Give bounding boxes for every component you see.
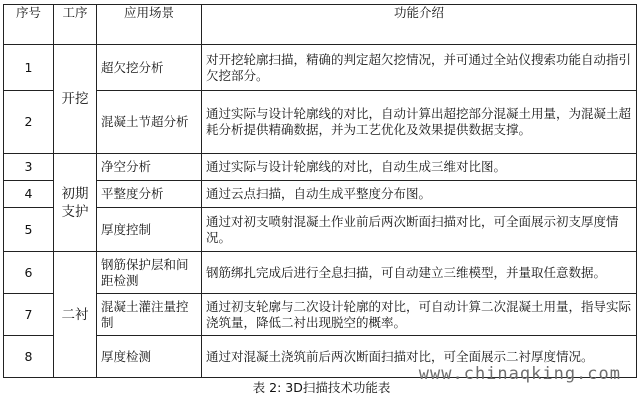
table-row [4,252,637,294]
row-function: 通过初支轮廓与二次设计轮廓的对比，可自动计算二次混凝土用量，指导实际浇筑量，降低二衬出现脱空的概率。 [202,294,637,336]
row-scene: 混凝土灌注量控制 [97,294,202,336]
row-scene: 钢筋保护层和间距检测 [97,252,202,294]
table-row [4,91,637,154]
stage-excavation: 开挖 [54,45,97,154]
header-scene: 应用场景 [97,5,202,45]
row-number: 8 [4,336,54,378]
row-number: 6 [4,252,54,294]
row-scene: 平整度分析 [97,181,202,208]
stage-primary-support: 初期支护 [54,154,97,252]
row-number: 1 [4,45,54,91]
row-function: 通过云点扫描，自动生成平整度分布图。 [202,181,637,208]
table-caption: 表 2: 3D扫描技术功能表 [252,380,391,395]
header-func: 功能介绍 [202,5,637,45]
table-row [4,181,637,208]
row-number: 5 [4,208,54,252]
row-number: 2 [4,91,54,154]
table-row [4,294,637,336]
site-watermark: www.chinaqking.com [418,364,621,384]
table-header-row [4,5,637,45]
row-number: 3 [4,154,54,181]
row-scene: 厚度检测 [97,336,202,378]
row-function: 通过对初支喷射混凝土作业前后两次断面扫描对比，可全面展示初支厚度情况。 [202,208,637,252]
row-function: 通过实际与设计轮廓线的对比，自动生成三维对比图。 [202,154,637,181]
stage-secondary-lining: 二衬 [54,252,97,378]
row-scene: 超欠挖分析 [97,45,202,91]
row-function: 钢筋绑扎完成后进行全息扫描，可自动建立三维模型，并量取任意数据。 [202,252,637,294]
header-stage: 工序 [54,5,97,45]
row-scene: 厚度控制 [97,208,202,252]
row-function: 通过实际与设计轮廓线的对比，自动计算出超挖部分混凝土用量，为混凝土超耗分析提供精确数据，并为工艺优化及效果提供数据支撑。 [202,91,637,154]
row-number: 7 [4,294,54,336]
table-row [4,45,637,91]
row-scene: 净空分析 [97,154,202,181]
function-table [3,4,637,378]
row-number: 4 [4,181,54,208]
table-row [4,154,637,181]
header-no: 序号 [4,5,54,45]
row-scene: 混凝土节超分析 [97,91,202,154]
table-row [4,208,637,252]
row-function: 对开挖轮廓扫描，精确的判定超欠挖情况，并可通过全站仪搜索功能自动指引欠挖部分。 [202,45,637,91]
row-function: 通过对混凝土浇筑前后两次断面扫描对比，可全面展示二衬厚度情况。 [202,336,637,378]
